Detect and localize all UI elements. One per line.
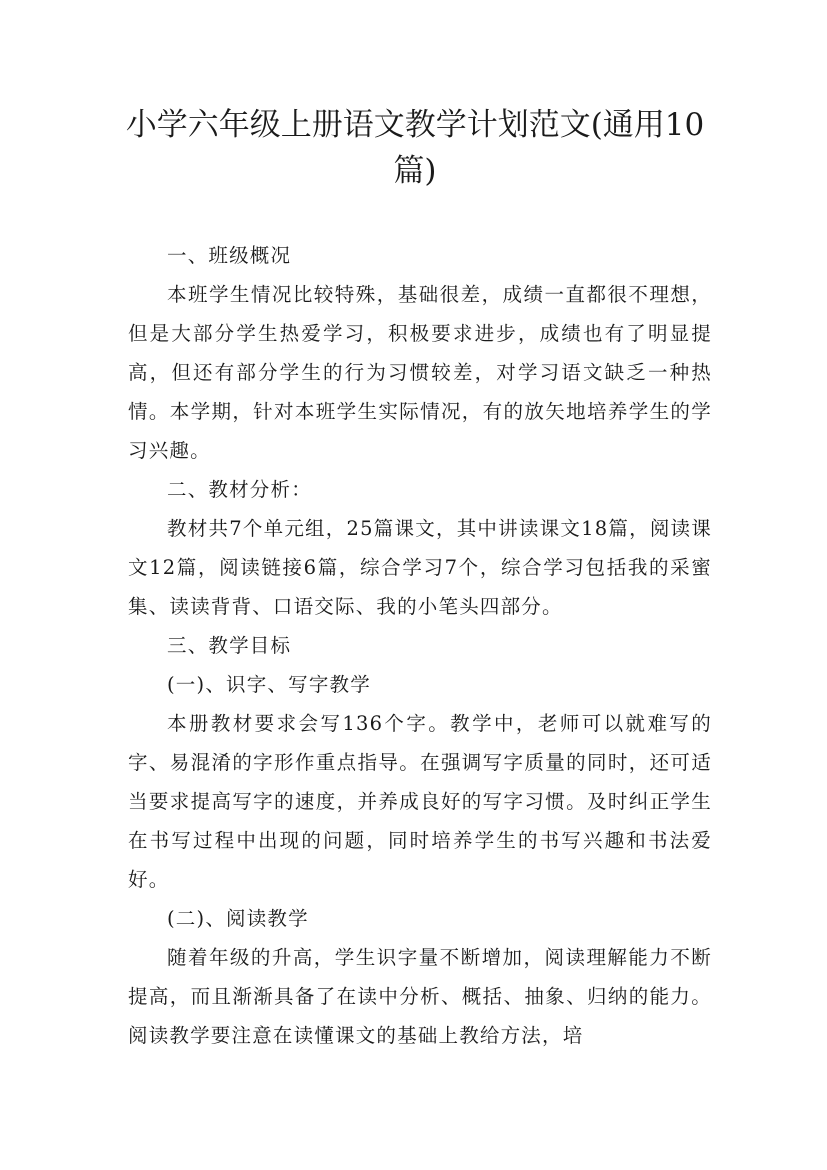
paragraph-reading: 随着年级的升高，学生识字量不断增加，阅读理解能力不断提高，而且渐渐具备了在读中分析、概括、抽象、归纳的能力。阅读教学要注意在读懂课文的基础上教给方法，培: [128, 946, 712, 1047]
document-title: 小学六年级上册语文教学计划范文(通用10篇): [125, 107, 705, 189]
section-heading-class-overview: 一、班级概况: [167, 244, 292, 267]
paragraph-writing: 本册教材要求会写136个字。教学中，老师可以就难写的字、易混淆的字形作重点指导。在强调写字质量的同时，还可适当要求提高写字的速度，并养成良好的写字习惯。及时纠正学生在书写过程中出现的问题，同时培养学生的书写兴趣和书法爱好。: [128, 712, 712, 891]
subsection-heading-reading: (二)、阅读教学: [167, 907, 309, 930]
paragraph-class-overview: 本班学生情况比较特殊，基础很差，成绩一直都很不理想，但是大部分学生热爱学习，积极要求进步，成绩也有了明显提高，但还有部分学生的行为习惯较差，对学习语文缺乏一种热情。本学期，针对本班学生实际情况，有的放矢地培养学生的学习兴趣。: [128, 283, 712, 462]
section-heading-teaching-goals: 三、教学目标: [167, 634, 292, 657]
section-heading-textbook-analysis: 二、教材分析：: [167, 478, 312, 501]
document-body: [128, 236, 712, 1055]
paragraph-textbook-analysis: 教材共7个单元组，25篇课文，其中讲读课文18篇，阅读课文12篇，阅读链接6篇，综合学习7个，综合学习包括我的采蜜集、读读背背、口语交际、我的小笔头四部分。: [128, 517, 712, 618]
subsection-heading-writing: (一)、识字、写字教学: [167, 673, 371, 696]
